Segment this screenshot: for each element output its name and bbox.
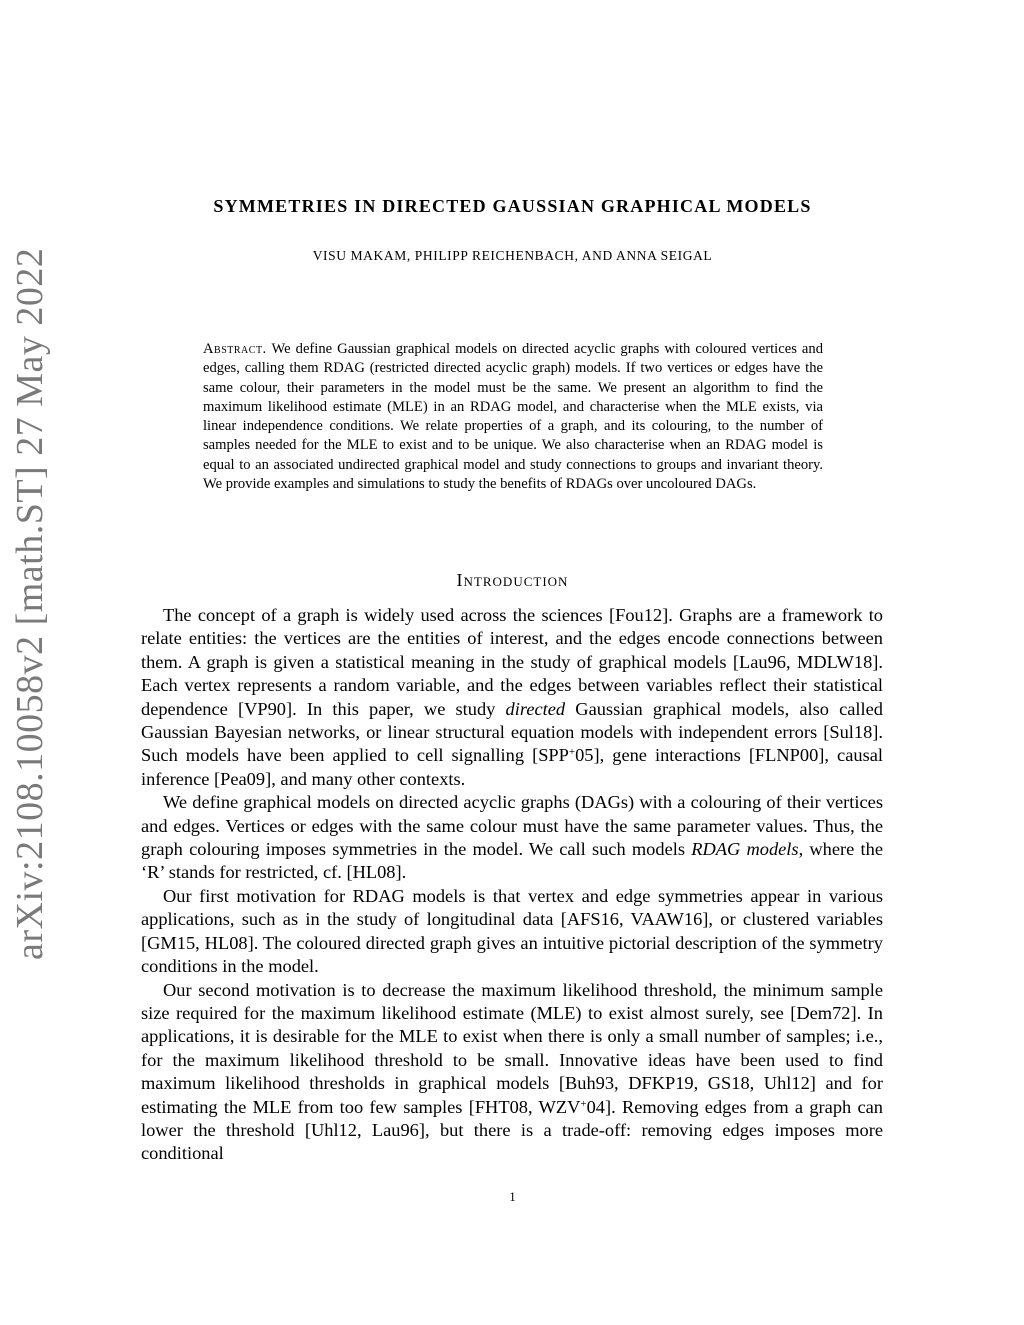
- abstract: [203, 340, 823, 494]
- section-heading-introduction: Introduction: [456, 570, 569, 590]
- arxiv-identifier-stamp[interactable]: arXiv:2108.10058v2 [math.ST] 27 May 2022: [9, 247, 51, 960]
- introduction-body: [141, 604, 883, 1166]
- paragraph-2: We define graphical models on directed acyclic graphs (DAGs) with a colouring of their vertices and edges. Vertices or edges with the same colour must have the same parameter values. Thus, the graph colouring imposes symmetries in the model. We call such models RDAG models, where the ‘R’ stands for restricted, cf. [HL08].: [141, 792, 883, 883]
- paragraph-4: Our second motivation is to decrease the maximum likelihood threshold, the minimum sample size required for the maximum likelihood estimate (MLE) to exist almost surely, see [Dem72]. In applications, it is desirable for the MLE to exist when there is only a small number of samples; i.e., for the maximum likelihood threshold to be small. Innovative ideas have been used to find maximum likelihood thresholds in graphical models [Buh93, DFKP19, GS18, Uhl12] and for estimating the MLE from too few samples [FHT08, WZV+04]. Removing edges from a graph can lower the threshold [Uhl12, Lau96], but there is a trade-off: removing edges imposes more conditional: [141, 979, 883, 1164]
- author-list: VISU MAKAM, PHILIPP REICHENBACH, AND ANNA SEIGAL: [312, 248, 713, 263]
- abstract-label: Abstract.: [203, 341, 267, 357]
- abstract-text: We define Gaussian graphical models on directed acyclic graphs with coloured vertices and edges, calling them RDAG (restricted directed acyclic graph) models. If two vertices or edges have the same colour, their parameters in the model must be the same. We present an algorithm to find the maximum likelihood estimate (MLE) in an RDAG model, and characterise when the MLE exists, via linear independence conditions. We relate properties of a graph, and its colouring, to the number of samples needed for the MLE to exist and to be unique. We also characterise when an RDAG model is equal to an associated undirected graphical model and study connections to groups and invariant theory. We provide examples and simulations to study the benefits of RDAGs over uncoloured DAGs.: [203, 341, 824, 493]
- paragraph-3: Our first motivation for RDAG models is that vertex and edge symmetries appear in various applications, such as in the study of longitudinal data [AFS16, VAAW16], or clustered variables [GM15, HL08]. The coloured directed graph gives an intuitive pictorial description of the symmetry conditions in the model.: [141, 885, 883, 977]
- page-number: 1: [509, 1189, 516, 1204]
- paper-title: SYMMETRIES IN DIRECTED GAUSSIAN GRAPHICAL MODELS: [213, 196, 812, 216]
- paragraph-1: The concept of a graph is widely used across the sciences [Fou12]. Graphs are a framework to relate entities: the vertices are the entities of interest, and the edges encode connections between them. A graph is given a statistical meaning in the study of graphical models [Lau96, MDLW18]. Each vertex represents a random variable, and the edges between variables reflect their statistical dependence [VP90]. In this paper, we study directed Gaussian graphical models, also called Gaussian Bayesian networks, or linear structural equation models with independent errors [Sul18]. Such models have been applied to cell signalling [SPP+05], gene interactions [FLNP00], causal inference [Pea09], and many other contexts.: [141, 605, 884, 789]
